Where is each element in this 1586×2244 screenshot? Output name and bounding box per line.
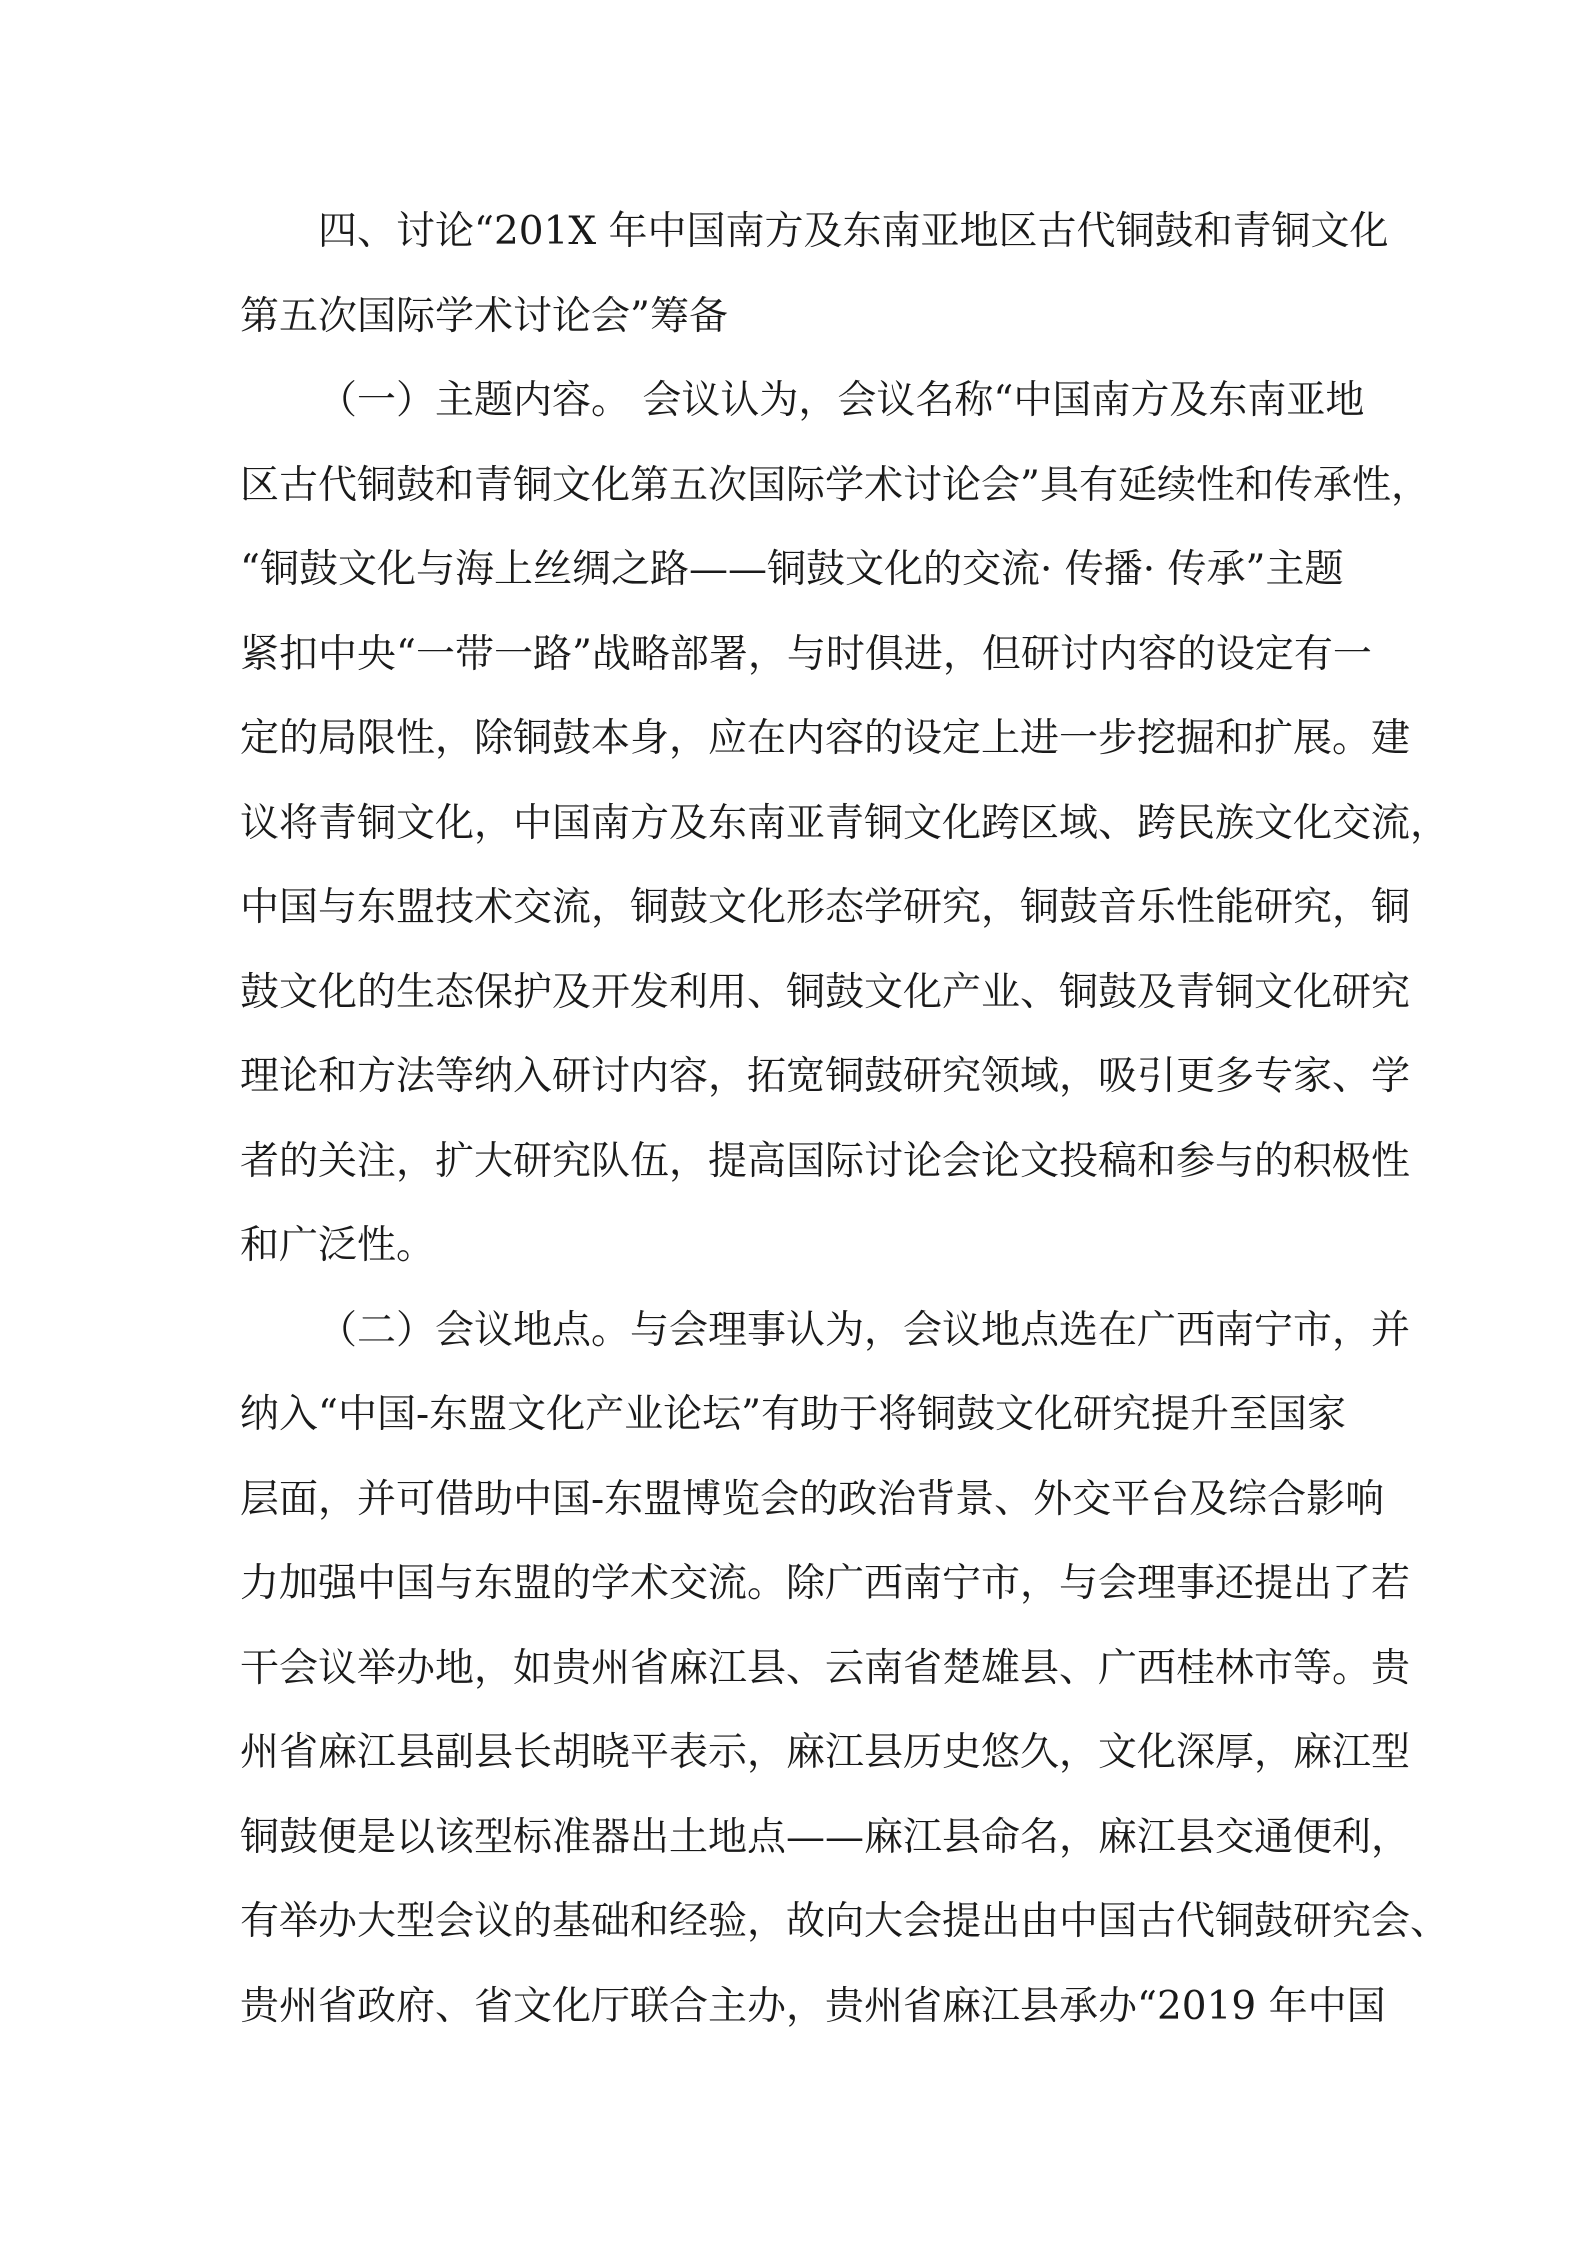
paragraph-line: 理论和方法等纳入研讨内容，拓宽铜鼓研究领域，吸引更多专家、学 [240,1054,1411,1099]
paragraph-line: 纳入“中国-东盟文化产业论坛”有助于将铜鼓文化研究提升至国家 [240,1392,1347,1437]
paragraph-line: 者的关注，扩大研究队伍，提高国际讨论会论文投稿和参与的积极性 [240,1138,1411,1184]
paragraph-theme [240,359,1450,1289]
paragraph-line: 紧扣中央“一带一路”战略部署，与时俱进，但研讨内容的设定有一 [240,631,1372,677]
paragraph-line: 贵州省政府、省文化厅联合主办，贵州省麻江县承办“2019 年中国 [240,1983,1386,2029]
paragraph-line: 定的局限性，除铜鼓本身，应在内容的设定上进一步挖掘和扩展。建 [240,716,1411,761]
heading-line: 第五次国际学术讨论会”筹备 [240,293,728,339]
paragraph-line: 议将青铜文化，中国南方及东南亚青铜文化跨区域、跨民族文化交流， [240,800,1450,846]
paragraph-line: 力加强中国与东盟的学术交流。除广西南宁市，与会理事还提出了若 [240,1561,1411,1606]
paragraph-line: 干会议举办地，如贵州省麻江县、云南省楚雄县、广西桂林市等。贵 [240,1645,1411,1691]
paragraph-line: 鼓文化的生态保护及开发利用、铜鼓文化产业、铜鼓及青铜文化研究 [240,969,1411,1015]
paragraph-line: “铜鼓文化与海上丝绸之路——铜鼓文化的交流· 传播· 传承”主题 [240,547,1344,592]
paragraph-venue [240,1289,1450,2050]
paragraph-line: （二）会议地点。与会理事认为，会议地点选在广西南宁市，并 [318,1307,1411,1353]
paragraph-line: 和广泛性。 [240,1223,436,1268]
paragraph-line: 州省麻江县副县长胡晓平表示，麻江县历史悠久，文化深厚，麻江型 [240,1730,1411,1775]
heading-line: 四、讨论“201X 年中国南方及东南亚地区古代铜鼓和青铜文化 [318,209,1389,254]
paragraph-line: 中国与东盟技术交流，铜鼓文化形态学研究，铜鼓音乐性能研究，铜 [240,885,1411,930]
paragraph-line: 层面，并可借助中国-东盟博览会的政治背景、外交平台及综合影响 [240,1476,1385,1522]
paragraph-line: 区古代铜鼓和青铜文化第五次国际学术讨论会”具有延续性和传承性， [240,462,1430,508]
paragraph-line: （一）主题内容。 会议认为，会议名称“中国南方及东南亚地 [318,378,1365,423]
document-body [240,190,1450,2049]
section-heading [240,190,1389,359]
paragraph-line: 有举办大型会议的基础和经验，故向大会提出由中国古代铜鼓研究会、 [240,1899,1450,1944]
paragraph-line: 铜鼓便是以该型标准器出土地点——麻江县命名，麻江县交通便利， [240,1814,1411,1860]
